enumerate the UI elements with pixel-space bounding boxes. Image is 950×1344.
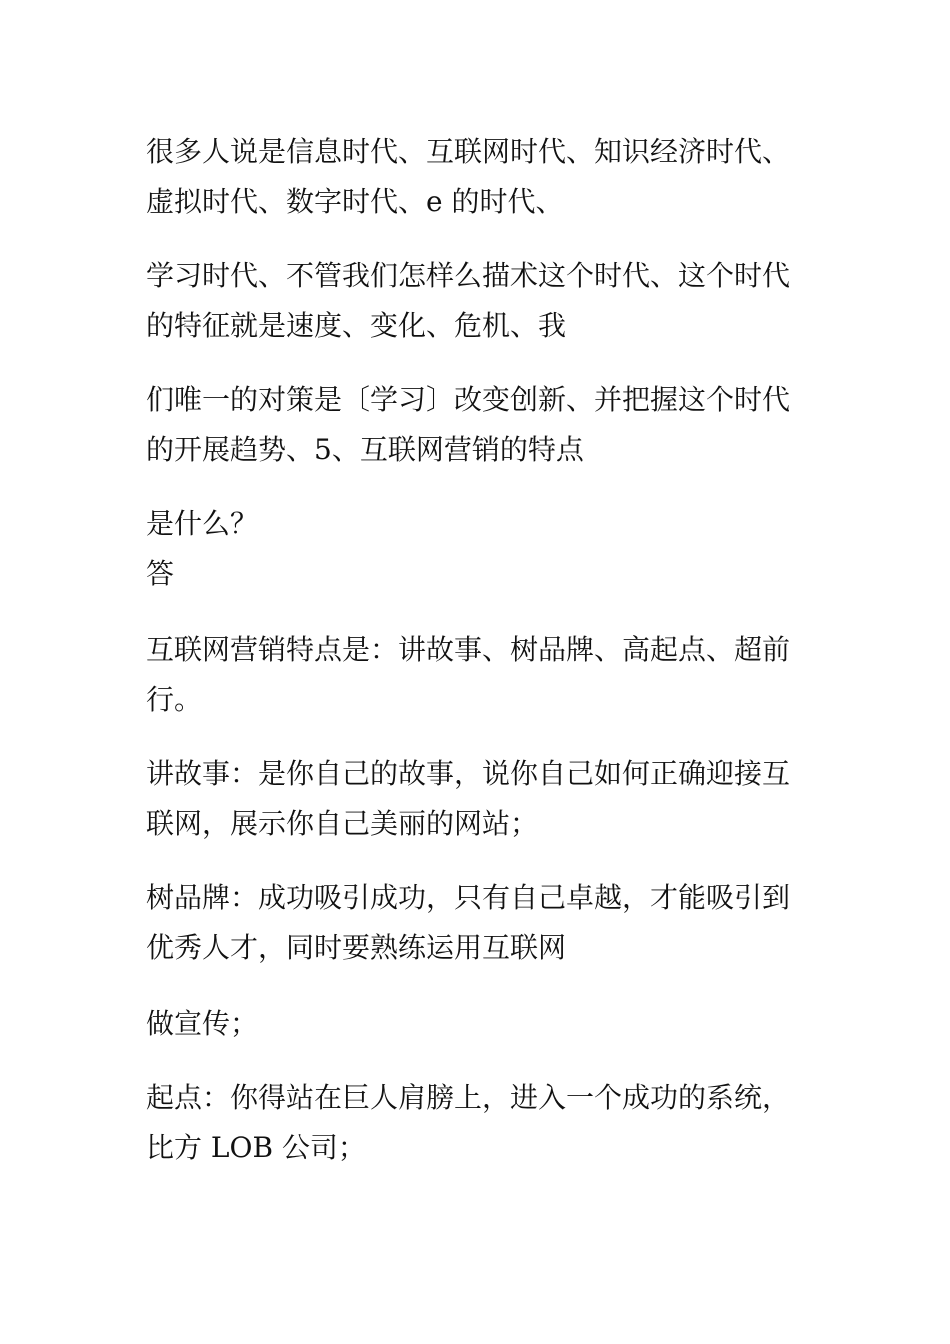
- text-line: 起点：你得站在巨人肩膀上，进入一个成功的系统，: [146, 1081, 791, 1114]
- text-line: 做宣传；: [146, 1007, 259, 1040]
- text-line: 的特征就是速度、变化、危机、我: [146, 309, 567, 342]
- text-line: 优秀人才，同时要熟练运用互联网: [146, 931, 567, 964]
- text-line: 虚拟时代、数字时代、e 的时代、: [146, 185, 564, 218]
- text-line: 讲故事：是你自己的故事，说你自己如何正确迎接互: [146, 757, 791, 790]
- text-line: 很多人说是信息时代、互联网时代、知识经济时代、: [146, 135, 791, 168]
- text-line: 们唯一的对策是〔学习〕改变创新、并把握这个时代: [146, 383, 791, 416]
- text-line: 学习时代、不管我们怎样么描术这个时代、这个时代: [146, 259, 791, 292]
- text-line: 的开展趋势、5、互联网营销的特点: [146, 433, 584, 466]
- text-line: 互联网营销特点是：讲故事、树品牌、高起点、超前: [146, 633, 791, 666]
- text-line: 答: [146, 557, 175, 590]
- text-line: 是什么？: [146, 507, 259, 540]
- text-line: 联网，展示你自己美丽的网站；: [146, 807, 539, 840]
- text-line: 树品牌：成功吸引成功，只有自己卓越，才能吸引到: [146, 881, 791, 914]
- text-line: 比方 LOB 公司；: [146, 1131, 366, 1164]
- text-line: 行。: [146, 683, 203, 716]
